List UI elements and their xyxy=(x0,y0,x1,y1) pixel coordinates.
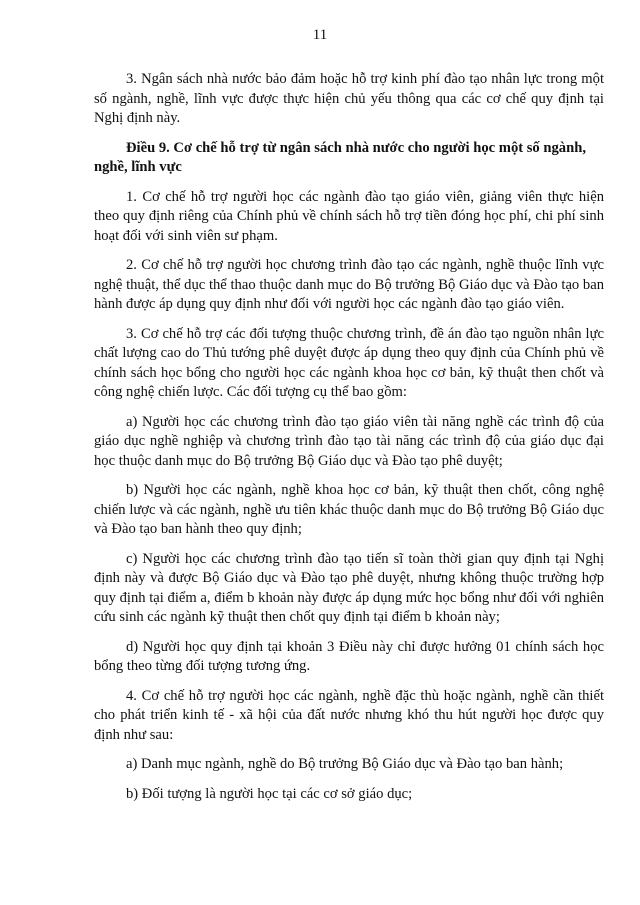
paragraph-budget-clause-3: 3. Ngân sách nhà nước bảo đảm hoặc hỗ trợ kinh phí đào tạo nhân lực trong một số ngành, nghề, lĩnh vực được thực hiện chủ yếu thông qua các cơ chế quy định tại Nghị định này. xyxy=(94,71,604,126)
paragraph-clause-3-point-b: b) Người học các ngành, nghề khoa học cơ bản, kỹ thuật then chốt, công nghệ chiến lược và các ngành, nghề ưu tiên khác thuộc danh mục do Bộ trưởng Bộ Giáo dục và Đào tạo ban hành theo quy định; xyxy=(94,482,604,537)
paragraph-clause-3-point-a: a) Người học các chương trình đào tạo giáo viên tài năng nghề các trình độ của giáo dục nghề nghiệp và chương trình đào tạo tài năng các trình độ của giáo dục đại học thuộc danh mục do Bộ trưởng Bộ Giáo dục và Đào tạo phê duyệt; xyxy=(94,413,604,469)
paragraph-article9-clause-1: 1. Cơ chế hỗ trợ người học các ngành đào tạo giáo viên, giảng viên thực hiện theo quy định riêng của Chính phủ về chính sách hỗ trợ tiền đóng học phí, chi phí sinh hoạt đối với sinh viên sư phạm. xyxy=(94,188,604,244)
page-number: 11 xyxy=(312,27,328,43)
paragraph-clause-3-point-d: d) Người học quy định tại khoản 3 Điều này chỉ được hưởng 01 chính sách học bổng theo từng đối tượng tương ứng. xyxy=(94,638,604,674)
paragraph-article9-clause-4: 4. Cơ chế hỗ trợ người học các ngành, nghề đặc thù hoặc ngành, nghề cần thiết cho phát triển kinh tế - xã hội của đất nước nhưng khó thu hút người học được quy định như sau: xyxy=(94,687,604,743)
paragraph-clause-4-point-a: a) Danh mục ngành, nghề do Bộ trưởng Bộ Giáo dục và Đào tạo ban hành; xyxy=(126,756,564,772)
article-9-heading: Điều 9. Cơ chế hỗ trợ từ ngân sách nhà nước cho người học một số ngành, nghề, lĩnh vực xyxy=(94,139,586,175)
paragraph-clause-3-point-c: c) Người học các chương trình đào tạo tiến sĩ toàn thời gian quy định tại Nghị định này và được Bộ Giáo dục và Đào tạo phê duyệt, nhưng không thuộc trường hợp quy định tại điểm a, điểm b khoản này được áp dụng mức học bổng như đối với nghiên cứu sinh các ngành kỹ thuật then chốt quy định tại điểm b khoản này; xyxy=(94,550,604,625)
paragraph-clause-4-point-b: b) Đối tượng là người học tại các cơ sở giáo dục; xyxy=(126,785,413,802)
paragraph-article9-clause-2: 2. Cơ chế hỗ trợ người học chương trình đào tạo các ngành, nghề thuộc lĩnh vực nghệ thuật, thể dục thể thao thuộc danh mục do Bộ trưởng Bộ Giáo dục và Đào tạo ban hành được áp dụng quy định như đối với người học các ngành đào tạo giáo viên. xyxy=(94,257,604,312)
paragraph-article9-clause-3: 3. Cơ chế hỗ trợ các đối tượng thuộc chương trình, đề án đào tạo nguồn nhân lực chất lượng cao do Thủ tướng phê duyệt được áp dụng theo quy định của Chính phủ về chính sách học bổng cho người học các ngành khoa học cơ bản, kỹ thuật then chốt và công nghệ chiến lược. Các đối tượng cụ thể bao gồm: xyxy=(94,325,604,400)
document-body xyxy=(94,70,604,814)
